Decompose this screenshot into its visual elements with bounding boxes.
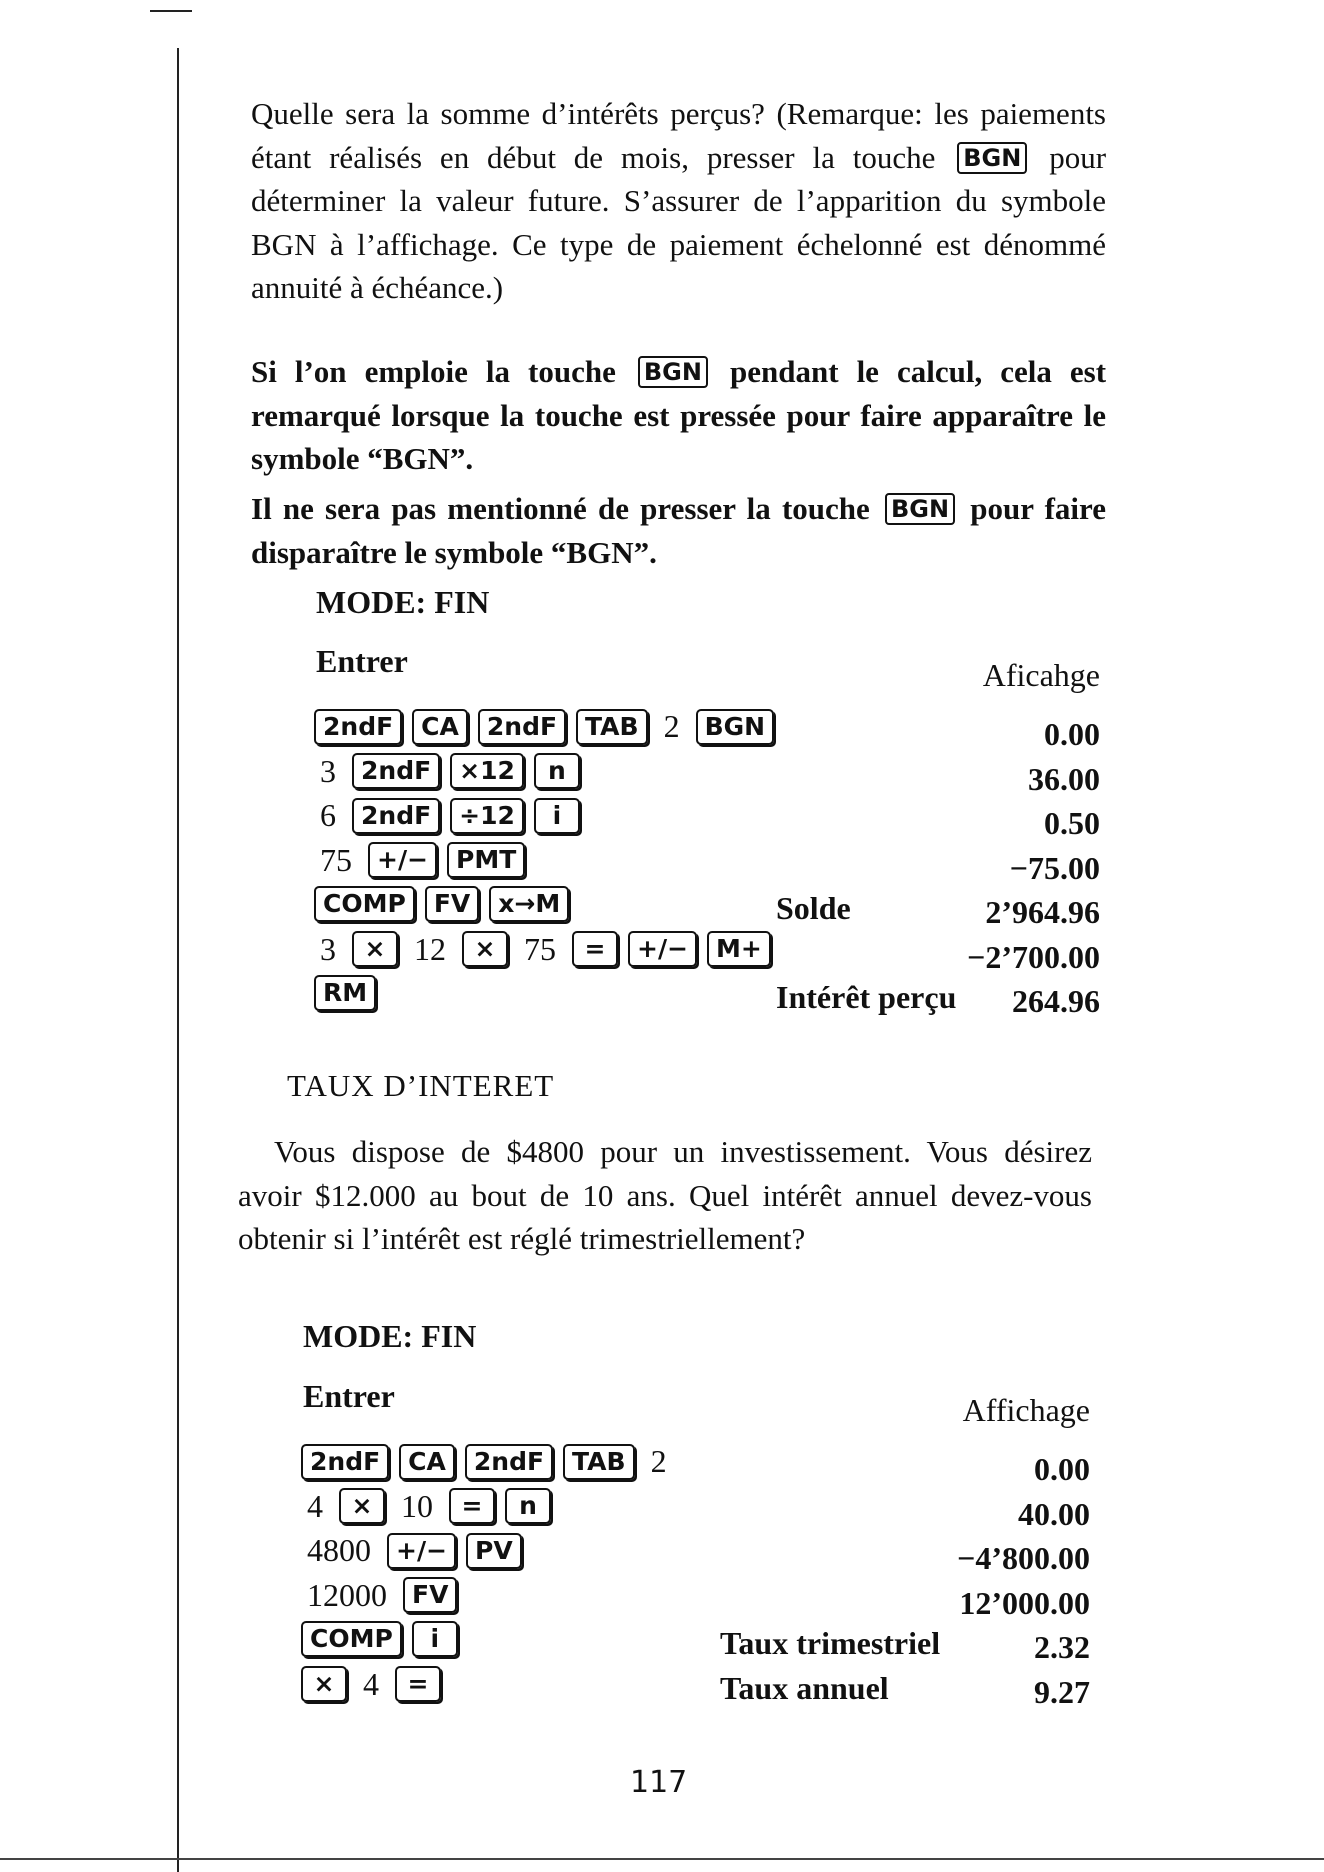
2ndf-key: 2ndF — [301, 1444, 389, 1480]
2ndf-key: 2ndF — [465, 1444, 553, 1480]
number-entry: 3 — [320, 930, 336, 967]
note-2-after: pour faire disparaître le symbole “BGN”. — [251, 491, 1106, 570]
keystroke-row — [314, 842, 525, 879]
change-sign-key: +/− — [387, 1533, 456, 1569]
keystroke-row — [314, 753, 580, 790]
fv-key: FV — [403, 1577, 457, 1613]
keystroke-row — [314, 708, 774, 745]
fv-key: FV — [425, 886, 479, 922]
number-entry: 12000 — [307, 1576, 387, 1613]
bgn-key: BGN — [885, 493, 955, 525]
keystroke-row — [301, 1577, 457, 1614]
number-entry: 3 — [320, 752, 336, 789]
2ndf-key: 2ndF — [352, 798, 440, 834]
number-entry: 75 — [320, 841, 352, 878]
display-value: 40.00 — [1018, 1495, 1090, 1532]
display-value: 2’964.96 — [985, 894, 1100, 930]
display-label: Taux trimestriel — [720, 1625, 941, 1661]
display-value: −75.00 — [1009, 849, 1100, 886]
2ndf-key: 2ndF — [478, 709, 566, 745]
number-entry: 4 — [307, 1487, 323, 1524]
display-value: 264.96 — [1012, 983, 1100, 1019]
display-value: −4’800.00 — [957, 1540, 1090, 1576]
intro-text-2: pour déterminer la valeur future. S’assurer de l’apparition du symbole BGN à l’affichage. Ce type de paiement échelonné est dénommé annuité à échéance.) — [251, 139, 1107, 305]
i-key: i — [534, 798, 580, 834]
example-1-entry-header: Entrer — [316, 643, 408, 679]
display-value: 2.32 — [1034, 1629, 1090, 1665]
memory-plus-key: M+ — [707, 931, 771, 967]
keystroke-row — [301, 1621, 458, 1657]
keystroke-row — [301, 1666, 441, 1703]
number-entry: 12 — [414, 930, 446, 967]
display-value: 0.00 — [1034, 1451, 1090, 1487]
divide-12-key: ÷12 — [450, 798, 524, 834]
times-12-key: ×12 — [450, 753, 524, 789]
bgn-key: BGN — [957, 142, 1027, 174]
comp-key: COMP — [301, 1621, 402, 1657]
display-value: 0.00 — [1044, 716, 1100, 752]
intro-paragraph — [251, 92, 1106, 310]
keystroke-row — [314, 931, 771, 968]
note-1-before: Si l’on emploie la touche — [251, 354, 616, 389]
display-value: 12’000.00 — [959, 1584, 1090, 1621]
change-sign-key: +/− — [368, 842, 437, 878]
example-2-display-header: Affichage — [962, 1392, 1090, 1428]
pmt-key: PMT — [447, 842, 525, 878]
keystroke-row — [301, 1532, 522, 1569]
note-2 — [251, 487, 1106, 574]
multiply-key: × — [301, 1666, 347, 1702]
example-1-display-header: Aficahge — [982, 657, 1100, 693]
tab-key: TAB — [576, 709, 648, 745]
keystroke-row — [314, 886, 569, 922]
n-key: n — [505, 1488, 551, 1524]
number-entry: 6 — [320, 797, 336, 833]
note-1 — [251, 350, 1106, 481]
crop-mark-horizontal — [150, 10, 192, 12]
ca-key: CA — [399, 1444, 455, 1480]
equals-key: = — [572, 931, 618, 967]
tab-key: TAB — [563, 1444, 635, 1480]
display-value: 9.27 — [1034, 1673, 1090, 1710]
i-key: i — [412, 1621, 458, 1657]
bgn-key: BGN — [696, 709, 775, 745]
example-1-mode: MODE: FIN — [316, 584, 490, 620]
number-entry: 4 — [363, 1665, 379, 1702]
x-to-memory-key: x→M — [489, 886, 569, 922]
number-entry: 75 — [524, 930, 556, 967]
display-label: Taux annuel — [720, 1669, 889, 1706]
2ndf-key: 2ndF — [352, 753, 440, 789]
keystroke-row — [301, 1443, 673, 1480]
display-value: 0.50 — [1044, 805, 1100, 841]
keystroke-row — [314, 975, 376, 1011]
change-sign-key: +/− — [628, 931, 697, 967]
comp-key: COMP — [314, 886, 415, 922]
bgn-key: BGN — [638, 356, 708, 388]
multiply-key: × — [462, 931, 508, 967]
example-2-mode: MODE: FIN — [303, 1318, 477, 1354]
display-label: Solde — [776, 890, 851, 926]
example-2-entry-header: Entrer — [303, 1378, 395, 1414]
keystroke-row — [314, 797, 580, 834]
number-entry: 4800 — [307, 1532, 371, 1568]
keystroke-row — [301, 1488, 551, 1525]
equals-key: = — [449, 1488, 495, 1524]
display-value: 36.00 — [1028, 760, 1100, 797]
note-1-after: pendant le calcul, cela est remarqué lorsque la touche est pressée pour faire apparaître le symbole “BGN”. — [251, 354, 1107, 476]
note-2-before: Il ne sera pas mentionné de presser la touche — [251, 491, 870, 526]
2ndf-key: 2ndF — [314, 709, 402, 745]
equals-key: = — [395, 1666, 441, 1702]
binding-margin-line — [177, 48, 179, 1872]
display-value: −2’700.00 — [967, 938, 1100, 975]
number-entry: 2 — [650, 1443, 667, 1479]
number-entry: 10 — [401, 1487, 433, 1524]
pv-key: PV — [466, 1533, 522, 1569]
display-label: Intérêt perçu — [776, 979, 957, 1015]
n-key: n — [534, 753, 580, 789]
number-entry: 2 — [663, 708, 680, 744]
bottom-rule — [0, 1858, 1324, 1860]
section-heading: TAUX D’INTERET — [287, 1068, 555, 1103]
multiply-key: × — [352, 931, 398, 967]
problem-paragraph: Vous dispose de $4800 pour un investissement. Vous désirez avoir $12.000 au bout de 10 ans. Quel intérêt annuel devez-vous obtenir si l’intérêt est réglé trimestriellement? — [238, 1134, 1092, 1256]
multiply-key: × — [339, 1488, 385, 1524]
intro-text-1: Quelle sera la somme d’intérêts perçus? (Remarque: les paiements étant réalisés en début de mois, presser la touche — [251, 96, 1106, 175]
ca-key: CA — [412, 709, 468, 745]
recall-memory-key: RM — [314, 975, 376, 1011]
page-number: 117 — [630, 1765, 688, 1800]
